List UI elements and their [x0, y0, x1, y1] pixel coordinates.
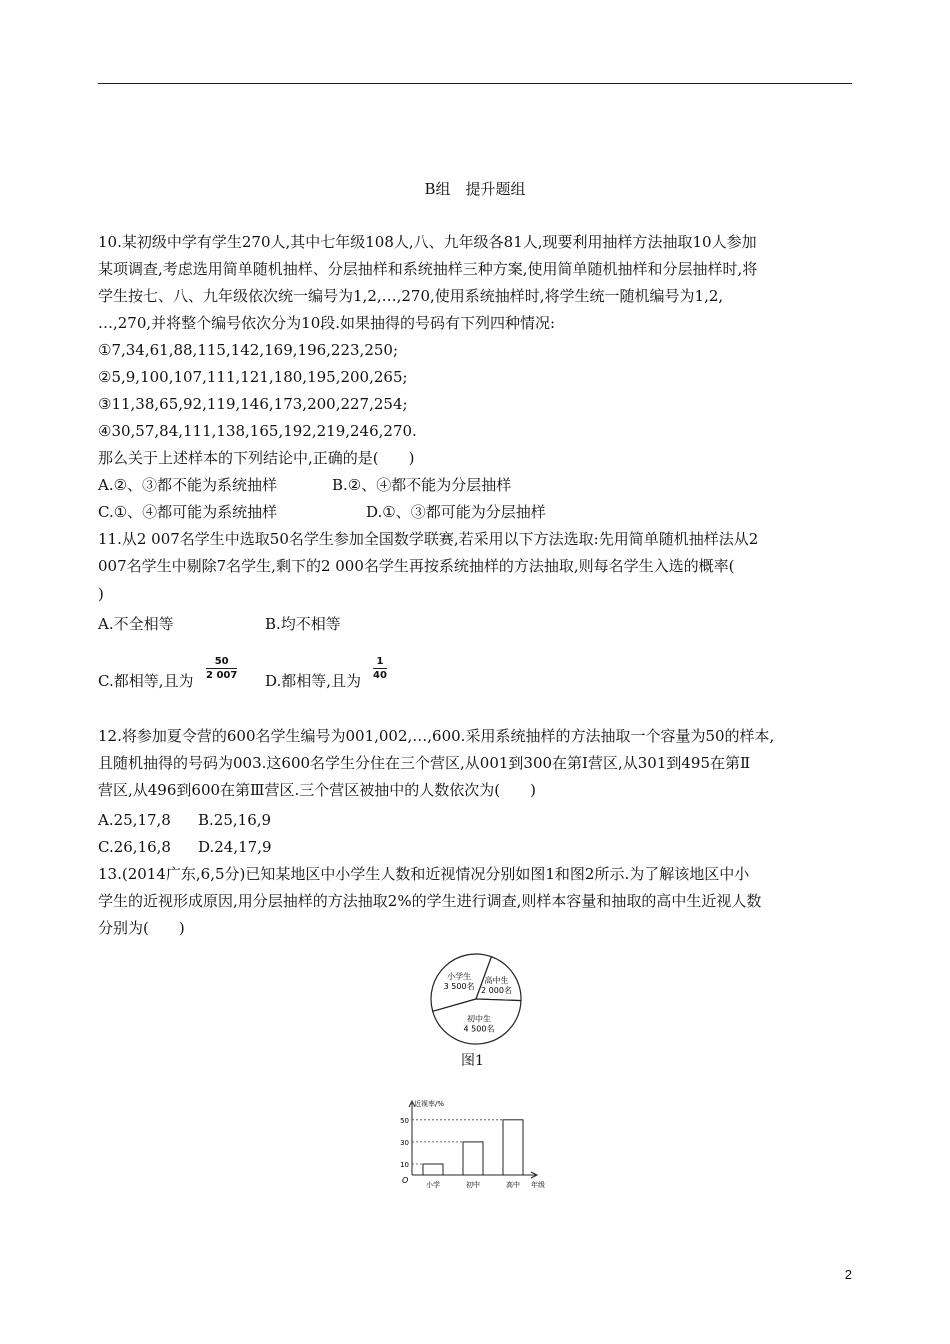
bar — [423, 1164, 443, 1175]
q10-option-b: B.②、④都不能为分层抽样 — [332, 476, 512, 494]
q11-option-a: A.不全相等 — [98, 615, 174, 633]
q10-option-d: D.①、③都可能为分层抽样 — [366, 503, 546, 521]
q11-option-d: D.都相等,且为 — [265, 672, 362, 690]
pie-value-label: 2 000名 — [481, 986, 512, 996]
pie-label: 高中生 — [484, 976, 509, 986]
q12-option-d: D.24,17,9 — [198, 838, 272, 856]
q10-option-a: A.②、③都不能为系统抽样 — [98, 476, 278, 494]
bar — [463, 1142, 483, 1175]
q13-line-1: 13.(2014广东,6,5分)已知某地区中小学生人数和近视情况分别如图1和图2所示.为了解该地区中小 — [98, 865, 750, 883]
q10-line-8: ④30,57,84,111,138,165,192,219,246,270. — [98, 422, 417, 440]
q10-line-5: ①7,34,61,88,115,142,169,196,223,250; — [98, 341, 398, 359]
bar — [503, 1120, 523, 1175]
q11-line-1: 11.从2 007名学生中选取50名学生参加全国数学联赛,若采用以下方法选取:先用简单随机抽样法从2 — [98, 530, 759, 548]
q11-option-b: B.均不相等 — [265, 615, 341, 633]
q10-line-9: 那么关于上述样本的下列结论中,正确的是( ) — [98, 449, 415, 467]
q10-line-3: 学生按七、八、九年级依次统一编号为1,2,…,270,使用系统抽样时,将学生统一随机编号为1,2, — [98, 287, 724, 305]
q11-fraction-c — [206, 656, 237, 681]
pie-value-label: 3 500名 — [443, 981, 475, 991]
fraction-denominator: 40 — [373, 670, 387, 681]
x-tick-label: 小学 — [426, 1181, 440, 1189]
q13-line-2: 学生的近视形成原因,用分层抽样的方法抽取2%的学生进行调查,则样本容量和抽取的高中生近视人数 — [98, 892, 762, 910]
q12-line-1: 12.将参加夏令营的600名学生编号为001,002,…,600.采用系统抽样的方法抽取一个容量为50的样本, — [98, 727, 775, 745]
q10-line-2: 某项调查,考虑选用简单随机抽样、分层抽样和系统抽样三种方案,使用简单随机抽样和分层抽样时,将 — [98, 260, 758, 278]
section-title: B组 提升题组 — [424, 180, 526, 198]
origin-label: O — [402, 1176, 409, 1185]
q11-line-3: ) — [98, 585, 104, 603]
pie-label: 初中生 — [467, 1014, 491, 1024]
q11-line-2: 007名学生中剔除7名学生,剩下的2 000名学生再按系统抽样的方法抽取,则每名学生入选的概率( — [98, 557, 735, 575]
pie-value-label: 4 500名 — [463, 1024, 495, 1034]
q10-option-c: C.①、④都可能为系统抽样 — [98, 503, 278, 521]
figure-1-caption: 图1 — [461, 1053, 484, 1069]
q12-line-3: 营区,从496到600在第Ⅲ营区.三个营区被抽中的人数依次为( ) — [98, 781, 536, 799]
q12-option-b: B.25,16,9 — [198, 811, 272, 829]
fraction-bar — [373, 668, 387, 669]
q13-line-3: 分别为( ) — [98, 919, 185, 937]
pie-chart — [426, 952, 526, 1046]
q10-line-7: ③11,38,65,92,119,146,173,200,227,254; — [98, 395, 408, 413]
y-axis-label: 近视率/% — [414, 1100, 445, 1108]
x-axis-label: 年级 — [531, 1181, 545, 1189]
q10-line-4: …,270,并将整个编号依次分为10段.如果抽得的号码有下列四种情况: — [98, 314, 556, 332]
x-tick-label: 初中 — [466, 1181, 480, 1189]
pie-label: 小学生 — [447, 971, 472, 981]
fraction-bar — [206, 668, 237, 669]
fraction-denominator: 2 007 — [206, 670, 238, 681]
y-tick-label: 10 — [400, 1161, 409, 1169]
bar-chart — [392, 1097, 562, 1193]
y-tick-label: 30 — [400, 1138, 409, 1147]
page-number: 2 — [844, 1267, 852, 1282]
fraction-numerator: 1 — [376, 656, 384, 667]
y-tick-label: 50 — [400, 1116, 409, 1125]
q12-option-a: A.25,17,8 — [98, 811, 171, 829]
q10-line-1: 10.某初级中学有学生270人,其中七年级108人,八、九年级各81人,现要利用抽样方法抽取10人参加 — [98, 233, 757, 251]
x-tick-label: 高中 — [506, 1181, 520, 1189]
q11-fraction-d — [373, 656, 387, 681]
q11-option-c: C.都相等,且为 — [98, 672, 194, 690]
header-rule — [98, 83, 852, 84]
q12-option-c: C.26,16,8 — [98, 838, 171, 856]
q12-line-2: 且随机抽得的号码为003.这600名学生分住在三个营区,从001到300在第Ⅰ营区,从301到495在第Ⅱ — [98, 754, 751, 772]
fraction-numerator: 50 — [214, 656, 229, 667]
q10-line-6: ②5,9,100,107,111,121,180,195,200,265; — [98, 368, 408, 386]
